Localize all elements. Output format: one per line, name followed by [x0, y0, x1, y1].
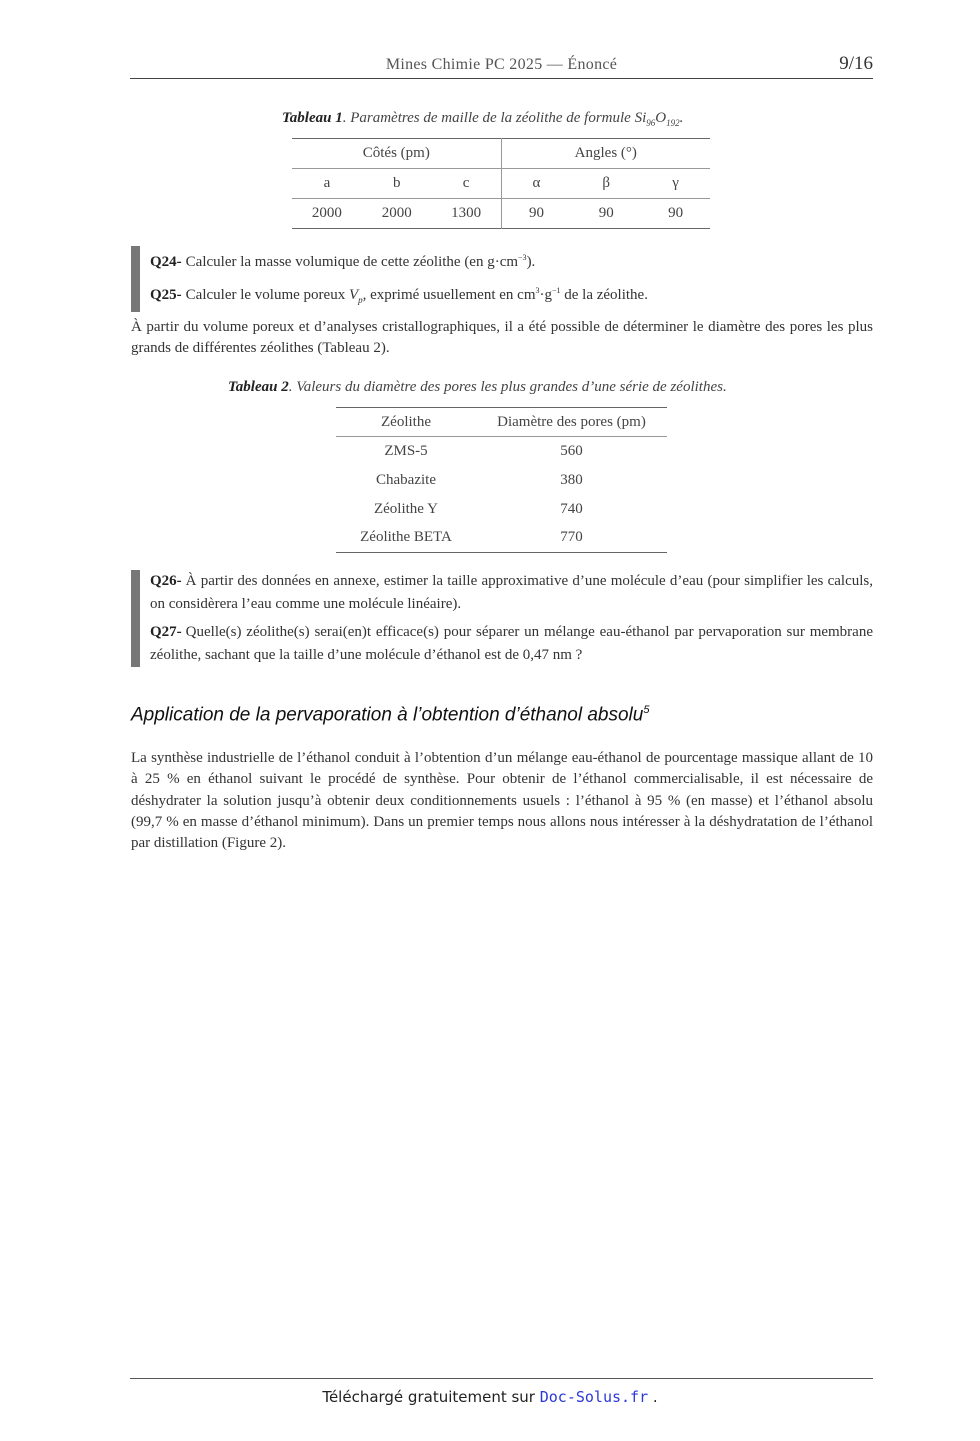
table2 [336, 407, 667, 553]
table2-caption-label: Tableau 2 [228, 379, 289, 395]
formula-o: O [655, 110, 667, 126]
table2-caption [228, 379, 727, 396]
page-number: 9/16 [839, 53, 873, 74]
question-number: Q24- [150, 254, 182, 270]
header-title: Mines Chimie PC 2025 — Énoncé [385, 56, 618, 73]
paragraph-ethanol-synthesis: La synthèse industrielle de l’éthanol conduit à l’obtention d’un mélange eau-éthanol de pourcentage massique allant de 10 à 25 % en éthanol suivant le procédé de synthèse. Pour obtenir de l’éthanol commercialisable, il est nécessaire de déshydrater la solution jusqu’à obtenir deux conditionnements usuels : l’éthanol à 95 % (en masse) et l’éthanol absolu (99,7 % en masse d’éthanol minimum). Dans un premier temps nous allons nous intéresser à la déshydratation de l’éthanol par distillation (Figure 2). [131, 750, 873, 852]
table1-header-beta: β [602, 175, 611, 191]
pore-diameter: 740 [560, 500, 583, 517]
table-row [336, 524, 667, 553]
footer [0, 1388, 980, 1406]
zeolite-name: Zéolithe Y [373, 500, 438, 517]
exponent: −3 [518, 253, 527, 262]
table1-header-a: a [323, 175, 331, 191]
table1-header-alpha: α [532, 175, 541, 191]
question-text-end: ). [526, 254, 536, 270]
variable-v: V [348, 287, 359, 303]
table1-caption-label: Tableau 1 [282, 110, 343, 126]
table1-value-c: 1300 [432, 199, 501, 229]
pore-diameter: 560 [560, 442, 583, 459]
table1-value-a: 2000 [311, 205, 342, 221]
question-text-end: de la zéolithe. [560, 287, 648, 303]
table1-caption [282, 110, 683, 128]
formula-si-subscript: 96 [646, 118, 656, 128]
pore-diameter: 380 [560, 471, 583, 488]
table1-caption-text: . Paramètres de maille de la zéolithe de formule Si [342, 110, 647, 126]
table2-header-diameter: Diamètre des pores (pm) [497, 413, 646, 430]
table2-header-zeolite: Zéolithe [381, 413, 431, 430]
table1-header-b: b [393, 175, 401, 191]
exponent: −1 [551, 286, 561, 295]
table1-header-gamma: γ [672, 175, 679, 191]
table-row [336, 466, 667, 495]
table1 [292, 138, 710, 229]
question-number: Q26- [150, 573, 182, 589]
question-text: À partir des données en annexe, estimer la taille approximative d’une molécule d’eau (pour simplifier les calculs, on considèrera l’eau comme une molécule linéaire). [150, 573, 873, 612]
section-title-text: Application de la pervaporation à l’obtention d’éthanol absolu [131, 704, 644, 726]
table1-header-c: c [432, 169, 501, 199]
zeolite-name: ZMS-5 [384, 442, 428, 459]
footer-text: Téléchargé gratuitement sur [322, 1388, 540, 1406]
formula-o-subscript: 192 [666, 118, 680, 128]
question-q25 [150, 279, 873, 312]
pore-diameter: 770 [560, 529, 583, 546]
table1-group-angles: Angles (°) [574, 145, 637, 161]
footer-end: . [648, 1388, 658, 1406]
table-row [336, 495, 667, 524]
table1-value-alpha: 90 [528, 205, 544, 221]
paragraph-pore-diameter: À partir du volume poreux et d’analyses cristallographiques, il a été possible de déterminer le diamètre des pores les plus grands de différentes zéolithes (Tableau 2). [131, 319, 873, 357]
question-number: Q27- [150, 624, 182, 640]
question-text: Calculer le volume poreux [185, 287, 349, 303]
table2-caption-text: . Valeurs du diamètre des pores les plus grandes d’une série de zéolithes. [288, 379, 727, 395]
table1-value-beta: 90 [598, 205, 614, 221]
table1-group-sides: Côtés (pm) [292, 139, 501, 169]
table1-caption-end: . [679, 110, 684, 126]
question-q27 [150, 621, 873, 667]
doc-solus-link[interactable]: Doc-Solus.fr [539, 1388, 649, 1406]
question-number: Q25- [150, 287, 182, 303]
exponent: 3 [535, 286, 540, 295]
question-q24 [150, 246, 873, 274]
section-title [131, 704, 649, 726]
table-row [336, 437, 667, 466]
question-block-q26-q27 [131, 570, 873, 667]
question-text: , exprimé usuellement en cm [362, 287, 536, 303]
footnote-marker: 5 [643, 704, 650, 716]
question-text: Quelle(s) zéolithe(s) serai(en)t efficace(s) pour séparer un mélange eau-éthanol par pervaporation sur membrane zéolithe, sachant que la taille d’une molécule d’éthanol est de 0,47 nm ? [150, 624, 873, 663]
question-text: Calculer la masse volumique de cette zéolithe (en g·cm [185, 254, 519, 270]
question-block-q24-q25 [131, 246, 873, 312]
table1-value-b: 2000 [381, 205, 412, 221]
footer-divider [130, 1378, 873, 1379]
zeolite-name: Zéolithe BETA [360, 529, 452, 546]
page-header [130, 50, 873, 79]
question-q26 [150, 570, 873, 616]
question-text: ·g [539, 287, 552, 303]
zeolite-name: Chabazite [376, 471, 436, 488]
variable-subscript: p [358, 295, 363, 305]
table1-value-gamma: 90 [668, 205, 684, 221]
